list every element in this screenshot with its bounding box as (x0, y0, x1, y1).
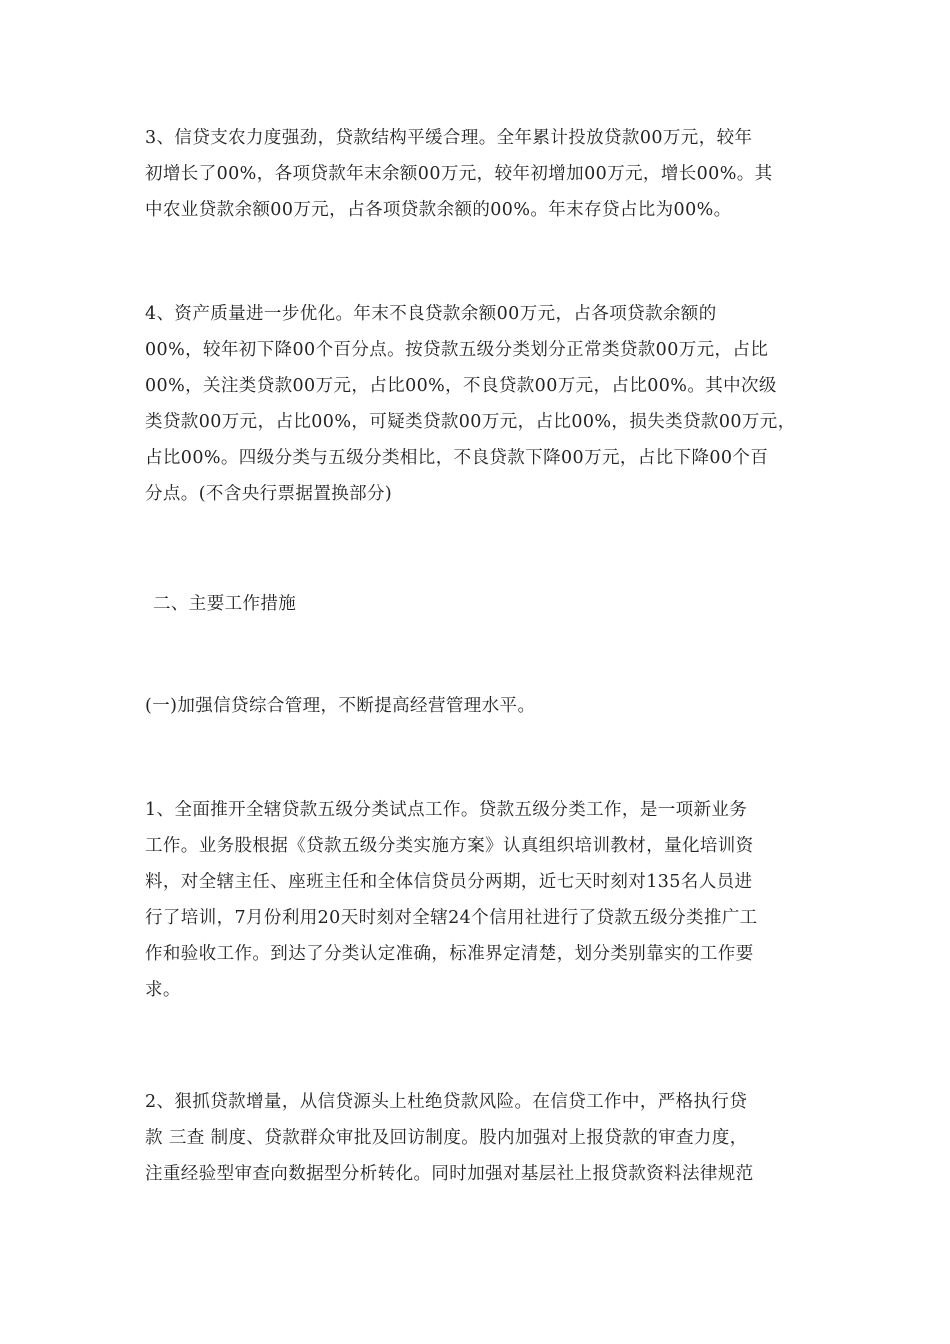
text-line: 求。 (145, 980, 181, 1000)
text-line: 注重经验型审查向数据型分析转化。同时加强对基层社上报贷款资料法律规范 (145, 1164, 754, 1184)
paragraph-credit-support (145, 120, 835, 228)
text-line: 料，对全辖主任、座班主任和全体信贷员分两期，近七天时刻对135名人员进 (145, 872, 753, 892)
text-line: 作和验收工作。到达了分类认定准确，标准界定清楚，划分类别靠实的工作要 (145, 944, 754, 964)
paragraph-five-level-classification (145, 792, 835, 1008)
text-line: 00%，关注类贷款00万元，占比00%，不良贷款00万元，占比00%。其中次级 (145, 376, 777, 396)
text-line: 2、狠抓贷款增量，从信贷源头上杜绝贷款风险。在信贷工作中，严格执行贷 (145, 1092, 748, 1112)
section-heading: 二、主要工作措施 (153, 594, 297, 614)
text-line: 3、信贷支农力度强劲，贷款结构平缓合理。全年累计投放贷款00万元，较年 (145, 128, 753, 148)
text-line: 分点。(不含央行票据置换部分) (145, 484, 393, 504)
text-line: 00%，较年初下降00个百分点。按贷款五级分类划分正常类贷款00万元，占比 (145, 340, 769, 360)
paragraph-asset-quality (145, 296, 835, 512)
text-line: 4、资产质量进一步优化。年末不良贷款余额00万元，占各项贷款余额的 (145, 304, 717, 324)
text-line: 初增长了00%，各项贷款年末余额00万元，较年初增加00万元，增长00%。其 (145, 164, 773, 184)
text-line: 占比00%。四级分类与五级分类相比，不良贷款下降00万元，占比下降00个百 (145, 448, 769, 468)
paragraph-loan-increment (145, 1084, 835, 1192)
text-line: 款 三查 制度、贷款群众审批及回访制度。股内加强对上报贷款的审查力度， (145, 1128, 748, 1148)
text-line: 1、全面推开全辖贷款五级分类试点工作。贷款五级分类工作，是一项新业务 (145, 800, 748, 820)
text-line: 类贷款00万元，占比00%，可疑类贷款00万元，占比00%，损失类贷款00万元， (145, 412, 796, 432)
text-line: 工作。业务股根据《贷款五级分类实施方案》认真组织培训教材，量化培训资 (145, 836, 754, 856)
subsection-heading: (一)加强信贷综合管理，不断提高经营管理水平。 (145, 696, 536, 716)
text-line: 中农业贷款余额00万元，占各项贷款余额的00%。年末存贷占比为00%。 (145, 200, 732, 220)
text-line: 行了培训，7月份利用20天时刻对全辖24个信用社进行了贷款五级分类推广工 (145, 908, 758, 928)
